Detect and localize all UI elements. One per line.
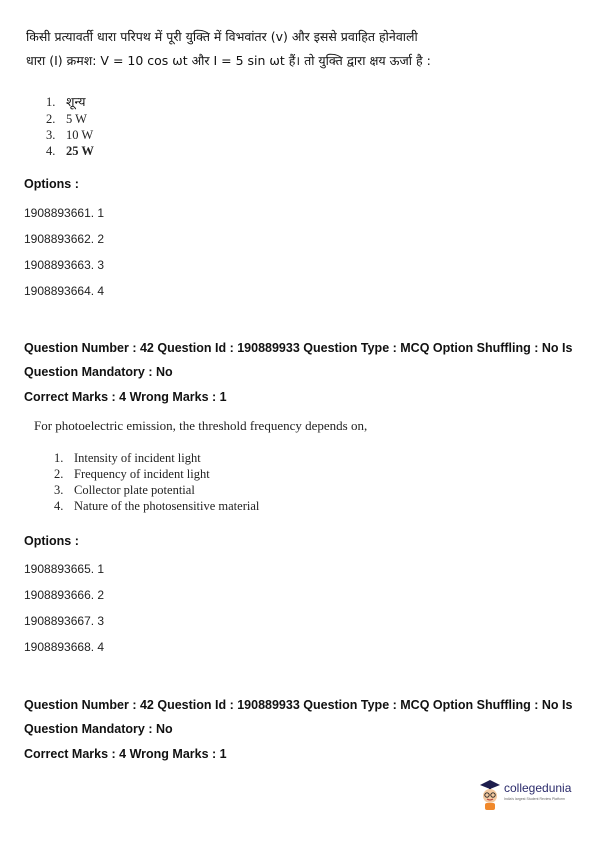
choice-number: 1. [54, 451, 64, 465]
q42b-marks: Correct Marks : 4 Wrong Marks : 1 [24, 747, 227, 761]
q42a-choice-4 [54, 499, 259, 514]
q42a-marks: Correct Marks : 4 Wrong Marks : 1 [24, 390, 227, 404]
q42a-header-line1: Question Number : 42 Question Id : 190889933 Question Type : MCQ Option Shuffling : No Is [24, 341, 573, 355]
q42a-option-id-3: 1908893667. 3 [24, 614, 105, 628]
q41-option-id-2: 1908893662. 2 [24, 232, 105, 246]
q41-stem-line1: किसी प्रत्यावर्ती धारा परिपथ में पूरी युक्ति में विभवांतर (v) और इससे प्रवाहित होनेवाली [26, 29, 418, 44]
q41-choice-2 [46, 112, 87, 127]
choice-number: 2. [46, 112, 56, 126]
q41-options-label: Options : [24, 177, 79, 191]
q42a-options-label: Options : [24, 534, 79, 548]
q42a-option-id-4: 1908893668. 4 [24, 640, 105, 654]
choice-number: 3. [54, 483, 64, 497]
choice-text: Collector plate potential [74, 483, 195, 497]
q41-choice-3 [46, 128, 93, 143]
q41-option-id-1: 1908893661. 1 [24, 206, 105, 220]
choice-number: 4. [46, 144, 56, 158]
q42a-stem: For photoelectric emission, the threshold frequency depends on, [34, 418, 368, 433]
q41-option-id-3: 1908893663. 3 [24, 258, 105, 272]
q42a-choice-1 [54, 451, 201, 466]
q41-choice-1 [46, 93, 85, 110]
q42a-choice-3 [54, 483, 195, 498]
choice-text: Nature of the photosensitive material [74, 499, 260, 513]
choice-text: Frequency of incident light [74, 467, 210, 481]
choice-number: 3. [46, 128, 56, 142]
q42b-header-line2: Question Mandatory : No [24, 722, 173, 736]
q42a-option-id-2: 1908893666. 2 [24, 588, 105, 602]
q41-stem-line2: धारा (I) क्रमश: V = 10 cos ωt और I = 5 sin ωt हैं। तो युक्ति द्वारा क्षय ऊर्जा है : [26, 53, 431, 68]
mascot-icon [478, 777, 502, 811]
choice-number: 4. [54, 499, 64, 513]
choice-text: Intensity of incident light [74, 451, 201, 465]
choice-text: 10 W [66, 128, 94, 142]
q42b-header-line1: Question Number : 42 Question Id : 190889933 Question Type : MCQ Option Shuffling : No Is [24, 698, 573, 712]
q41-option-id-4: 1908893664. 4 [24, 284, 105, 298]
choice-number: 2. [54, 467, 64, 481]
logo-tagline: India's largest Student Review Platform [504, 797, 565, 801]
logo-wordmark: collegedunia [504, 781, 572, 795]
q42a-choice-2 [54, 467, 210, 482]
choice-text: 25 W [66, 144, 94, 158]
q42a-header-line2: Question Mandatory : No [24, 365, 173, 379]
choice-number: 1. [46, 95, 56, 109]
choice-text: 5 W [66, 112, 87, 126]
choice-text: शून्य [66, 94, 86, 109]
q42a-option-id-1: 1908893665. 1 [24, 562, 105, 576]
collegedunia-logo [478, 777, 578, 813]
q41-choice-4 [46, 144, 94, 159]
